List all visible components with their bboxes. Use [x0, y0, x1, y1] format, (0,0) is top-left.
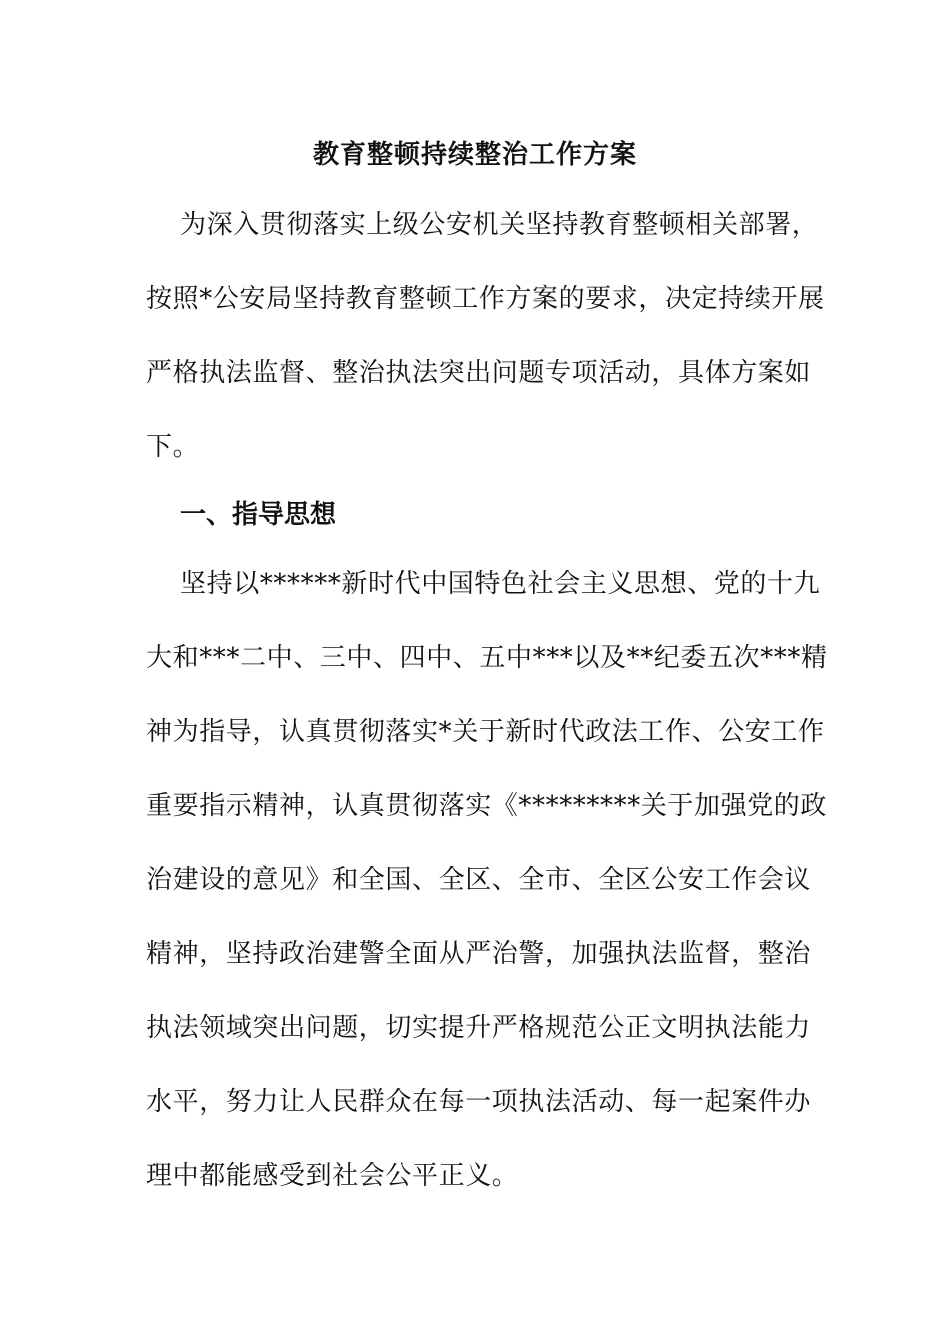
section1-line-7: 执法领域突出问题，切实提升严格规范公正文明执法能力: [146, 1013, 812, 1043]
intro-line-1: 为深入贯彻落实上级公安机关坚持教育整顿相关部署，: [180, 210, 819, 240]
section1-line-1: 坚持以******新时代中国特色社会主义思想、党的十九: [180, 569, 821, 599]
section1-line-3: 神为指导，认真贯彻落实*关于新时代政法工作、公安工作: [146, 717, 825, 747]
section1-line-6: 精神，坚持政治建警全面从严治警，加强执法监督，整治: [146, 939, 812, 969]
section1-line-4: 重要指示精神，认真贯彻落实《*********关于加强党的政: [146, 791, 828, 821]
intro-line-2: 按照*公安局坚持教育整顿工作方案的要求，决定持续开展: [146, 284, 825, 314]
section1-line-8: 水平，努力让人民群众在每一项执法活动、每一起案件办: [146, 1087, 812, 1117]
document-title: 教育整顿持续整治工作方案: [312, 140, 637, 170]
section-heading-guiding-ideology: 一、指导思想: [180, 500, 337, 530]
section1-line-5: 治建设的意见》和全国、全区、全市、全区公安工作会议: [146, 865, 812, 895]
section1-line-9: 理中都能感受到社会公平正义。: [146, 1161, 519, 1191]
intro-line-3: 严格执法监督、整治执法突出问题专项活动，具体方案如: [146, 358, 812, 388]
intro-line-4: 下。: [146, 432, 200, 462]
section1-line-2: 大和***二中、三中、四中、五中***以及**纪委五次***精: [146, 643, 828, 673]
